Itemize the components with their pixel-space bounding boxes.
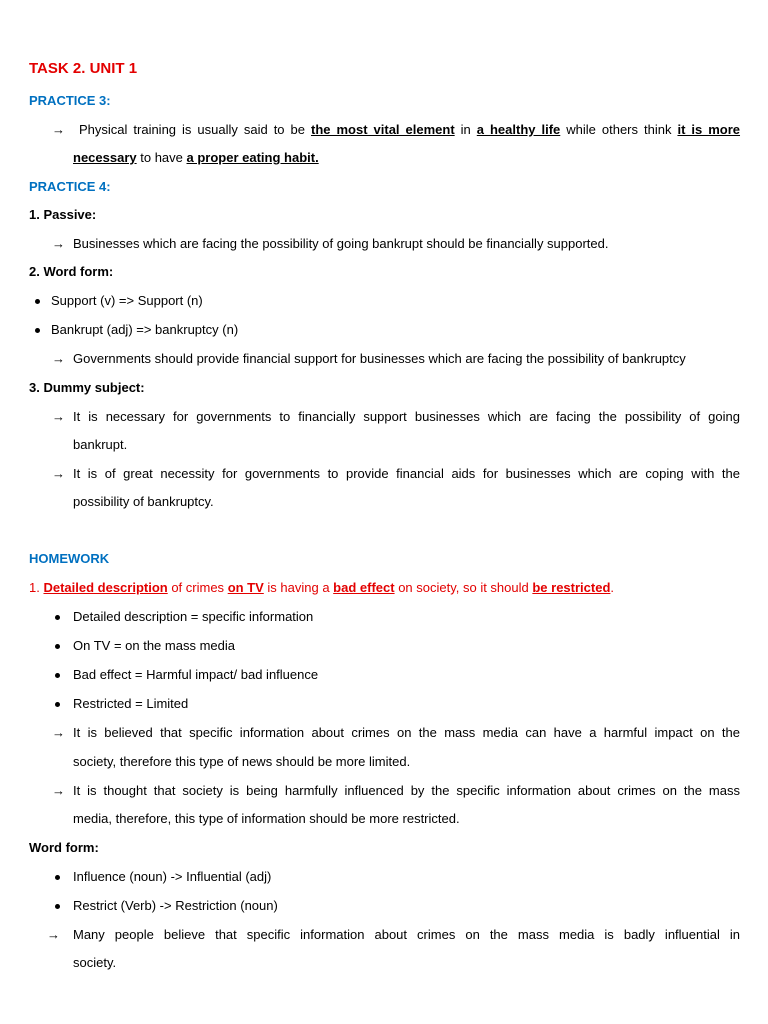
task-title: TASK 2. UNIT 1: [29, 60, 138, 77]
dummy-subject-label: 3. Dummy subject:: [29, 380, 145, 395]
passive-sentence: Businesses which are facing the possibility of going bankrupt should be financially supported.: [73, 236, 609, 251]
practice-3-heading: PRACTICE 3:: [29, 93, 111, 108]
list-item: Restricted = Limited: [73, 696, 189, 711]
arrow-icon: →: [52, 236, 65, 251]
practice-3-line-1: Physical training is usually said to be the most vital element in a healthy life while others think it is more: [79, 122, 741, 137]
arrow-icon: →: [52, 351, 65, 366]
arrow-icon: →: [52, 409, 65, 424]
list-item: Bankrupt (adj) => bankruptcy (n): [51, 322, 239, 337]
list-item: Support (v) => Support (n): [51, 293, 203, 308]
bullet-icon: [55, 615, 60, 620]
bullet-icon: [35, 328, 40, 333]
dummy-sentence-2-line-1: It is of great necessity for governments to provide financial aids for businesses which are coping with the: [73, 466, 740, 481]
bullet-icon: [55, 875, 60, 880]
list-item: Bad effect = Harmful impact/ bad influence: [73, 667, 319, 682]
passive-label: 1. Passive:: [29, 207, 97, 222]
homework-word-form-label: Word form:: [29, 840, 99, 855]
answer-2-line-2: media, therefore, this type of information should be more restricted.: [73, 811, 460, 826]
bullet-icon: [55, 904, 60, 909]
word-form-label: 2. Word form:: [29, 264, 114, 279]
bullet-icon: [55, 644, 60, 649]
list-item: Restrict (Verb) -> Restriction (noun): [73, 898, 278, 913]
answer-2-line-1: It is thought that society is being harmfully influenced by the specific information about crimes on the mass: [73, 783, 740, 798]
bullet-icon: [35, 299, 40, 304]
list-item: On TV = on the mass media: [73, 638, 235, 653]
answer-1-line-1: It is believed that specific information about crimes on the mass media can have a harmful impact on the: [73, 725, 740, 740]
word-form-sentence: Governments should provide financial support for businesses which are facing the possibility of bankruptcy: [73, 351, 686, 366]
answer-3-line-2: society.: [73, 955, 117, 970]
list-item: Detailed description = specific information: [73, 609, 314, 624]
list-item: Influence (noun) -> Influential (adj): [73, 869, 272, 884]
bullet-icon: [55, 673, 60, 678]
answer-3-line-1: Many people believe that specific information about crimes on the mass media is badly influential in: [73, 927, 740, 942]
bullet-icon: [55, 702, 60, 707]
arrow-icon: →: [52, 783, 65, 798]
homework-heading: HOMEWORK: [29, 551, 110, 566]
answer-1-line-2: society, therefore this type of news should be more limited.: [73, 754, 411, 769]
dummy-sentence-1-line-2: bankrupt.: [73, 437, 128, 452]
practice-4-heading: PRACTICE 4:: [29, 179, 111, 194]
dummy-sentence-2-line-2: possibility of bankruptcy.: [73, 494, 214, 509]
arrow-icon: →: [52, 466, 65, 481]
arrow-icon: →: [47, 927, 60, 942]
arrow-icon: →: [52, 725, 65, 740]
arrow-icon: →: [52, 122, 65, 137]
homework-question-1: 1. Detailed description of crimes on TV is having a bad effect on society, so it should be restricted.: [29, 580, 615, 595]
practice-3-line-2: necessary to have a proper eating habit.: [73, 150, 319, 165]
dummy-sentence-1-line-1: It is necessary for governments to financially support businesses which are facing the possibility of going: [73, 409, 740, 424]
